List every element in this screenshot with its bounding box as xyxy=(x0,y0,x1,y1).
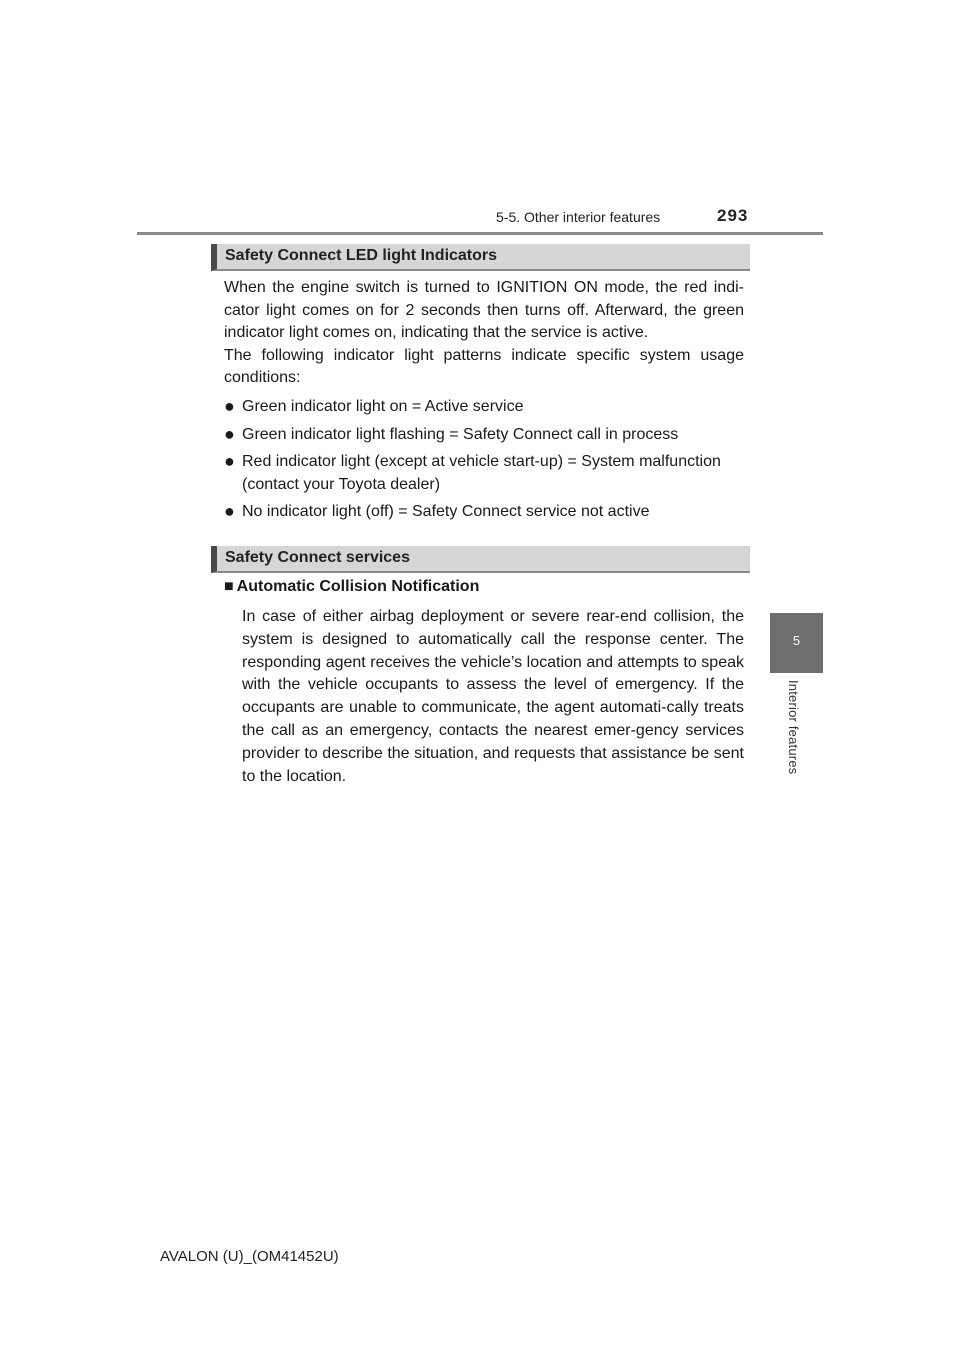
intro-line: When the engine switch is turned to IGNITION ON mode, the red indi- xyxy=(224,279,744,296)
list-item-text: No indicator light (off) = Safety Connect service not active xyxy=(242,503,650,520)
list-item xyxy=(224,423,744,446)
subheading xyxy=(224,578,479,596)
intro-line: indicator light comes on, indicating that the service is active. xyxy=(224,324,649,341)
list-item-text: Red indicator light (except at vehicle start-up) = System malfunction (contact your Toyota dealer) xyxy=(242,453,721,493)
bullet-icon: ● xyxy=(224,451,235,471)
list-item-text: Green indicator light flashing = Safety Connect call in process xyxy=(242,426,679,443)
section-heading-text: Safety Connect services xyxy=(225,549,410,566)
bullet-icon: ● xyxy=(224,424,235,444)
intro-line: conditions: xyxy=(224,369,301,386)
bullet-icon: ● xyxy=(224,501,235,521)
page-number: 293 xyxy=(717,206,749,225)
list-item xyxy=(224,450,744,496)
section-heading-led-indicators xyxy=(211,244,750,271)
section-heading-text: Safety Connect LED light Indicators xyxy=(225,247,498,264)
intro-line: cator light comes on for 2 seconds then turns off. Afterward, the green xyxy=(224,301,744,319)
intro-line: The following indicator light patterns indicate specific system usage xyxy=(224,346,744,364)
list-item-text: Green indicator light on = Active service xyxy=(242,398,524,415)
bullet-icon: ● xyxy=(224,396,235,416)
footer-manual-id: AVALON (U)_(OM41452U) xyxy=(160,1248,339,1265)
chapter-tab xyxy=(770,613,823,673)
square-bullet-icon: ■ xyxy=(224,578,234,595)
list-item xyxy=(224,395,744,418)
chapter-label: Interior features xyxy=(786,680,801,775)
header-divider xyxy=(137,232,823,235)
subheading-text: Automatic Collision Notification xyxy=(236,578,480,595)
collision-notification-paragraph: In case of either airbag deployment or severe rear-end collision, the system is designed to automatically call the response center. The responding agent receives the vehicle’s location and attempts to speak with the vehicle occupants to assess the level of emergency. If the occupants are unable to communicate, the agent automati-cally treats the call as an emergency, contacts the nearest emer-gency services provider to describe the situation, and requests that assistance be sent to the location. xyxy=(242,608,744,785)
intro-paragraph xyxy=(224,277,744,390)
section-title: 5-5. Other interior features xyxy=(496,209,661,225)
list-item xyxy=(224,500,744,523)
chapter-number: 5 xyxy=(792,633,801,648)
section-heading-services xyxy=(211,546,750,573)
